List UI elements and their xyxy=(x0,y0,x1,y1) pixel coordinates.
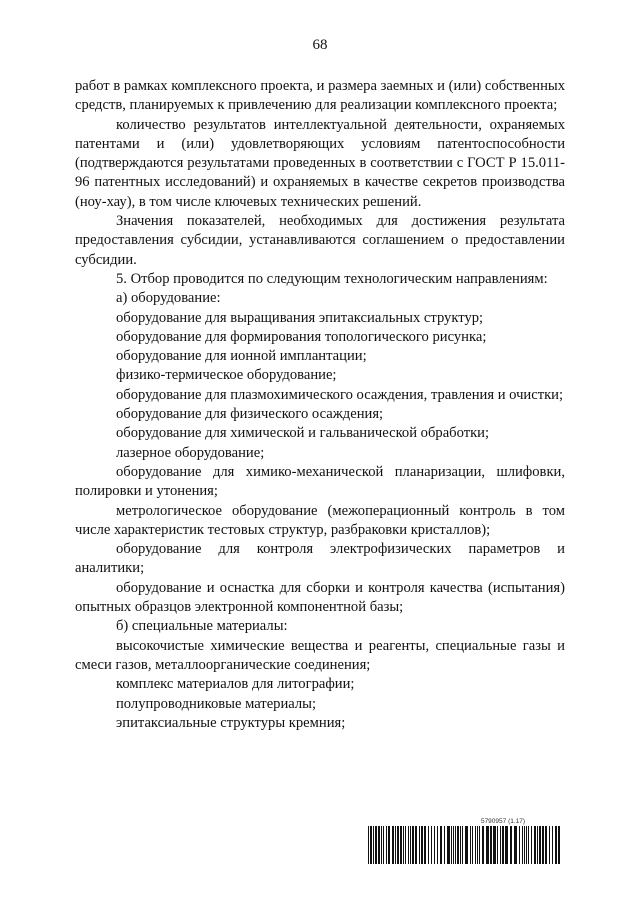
barcode-bar xyxy=(486,826,489,864)
barcode-bar xyxy=(457,826,459,864)
barcode-bar xyxy=(447,826,450,864)
barcode-bar xyxy=(528,826,529,864)
barcode-bar xyxy=(412,826,414,864)
paragraph: а) оборудование: xyxy=(116,290,221,307)
barcode-bar xyxy=(524,826,525,864)
barcode-bar xyxy=(373,826,374,864)
barcode-bar xyxy=(542,826,544,864)
barcode-bar xyxy=(522,826,523,864)
barcode-bar xyxy=(392,826,394,864)
barcode-bar xyxy=(510,826,512,864)
paragraph: работ в рамках комплексного проекта, и размера заемных и (или) собственных средств, планируемых к привлечению для реализации комплексного проекта; xyxy=(75,78,565,114)
list-item: оборудование для химической и гальванической обработки; xyxy=(116,425,490,442)
barcode-bar xyxy=(455,826,456,864)
barcode-bar xyxy=(428,826,429,864)
barcode-bar xyxy=(555,826,557,864)
barcode-bar xyxy=(434,826,435,864)
barcode-bar xyxy=(386,826,387,864)
list-item: оборудование для формирования топологического рисунка; xyxy=(116,328,487,345)
paragraph: 5. Отбор проводится по следующим технологическим направлениям: xyxy=(116,270,548,287)
barcode-bar xyxy=(424,826,426,864)
list-item: оборудование для химико-механической планаризации, шлифовки, полировки и утонения; xyxy=(75,463,565,500)
barcode-bar xyxy=(395,826,396,864)
barcode-bar xyxy=(545,826,547,864)
barcode-bar xyxy=(502,826,504,864)
barcode-bar xyxy=(440,826,442,864)
barcode-bar xyxy=(526,826,527,864)
barcode-bar xyxy=(400,826,402,864)
list-item: оборудование для контроля электрофизических параметров и аналитики; xyxy=(75,541,565,577)
barcode-bar xyxy=(470,826,471,864)
barcode-icon xyxy=(368,826,562,864)
page-number: 68 xyxy=(312,37,328,53)
barcode-bar xyxy=(477,826,478,864)
barcode-bar xyxy=(482,826,484,864)
barcode-bar xyxy=(431,826,432,864)
barcode-bar xyxy=(410,826,411,864)
paragraph: б) специальные материалы: xyxy=(116,618,288,635)
barcode-bar xyxy=(405,826,406,864)
barcode-bar xyxy=(460,826,461,864)
barcode-bar xyxy=(552,826,553,864)
barcode-bar xyxy=(514,826,517,864)
barcode-bar xyxy=(479,826,480,864)
barcode-bar xyxy=(472,826,473,864)
barcode-bar xyxy=(419,826,420,864)
barcode-bar xyxy=(453,826,454,864)
barcode-bar xyxy=(408,826,409,864)
barcode-bar xyxy=(368,826,369,864)
barcode-bar xyxy=(451,826,452,864)
barcode-bar xyxy=(421,826,423,864)
list-item: лазерное оборудование; xyxy=(116,444,265,461)
barcode-bar xyxy=(534,826,536,864)
barcode-bar xyxy=(381,826,382,864)
list-item: высокочистые химические вещества и реагенты, специальные газы и смеси газов, металлоорганические соединения; xyxy=(75,637,565,673)
barcode-bar xyxy=(403,826,404,864)
barcode-bar xyxy=(519,826,520,864)
barcode-bar xyxy=(383,826,384,864)
barcode-bar xyxy=(531,826,532,864)
barcode-bar xyxy=(437,826,438,864)
barcode-bar xyxy=(500,826,501,864)
barcode-bar xyxy=(397,826,399,864)
barcode-bar xyxy=(493,826,496,864)
list-item: физико-термическое оборудование; xyxy=(116,367,337,384)
list-item: метрологическое оборудование (межоперационный контроль в том числе характеристик тестовых структур, разбраковки кристаллов); xyxy=(75,502,565,538)
barcode-bar xyxy=(497,826,498,864)
barcode-bar xyxy=(465,826,468,864)
list-item: оборудование и оснастка для сборки и контроля качества (испытания) опытных образцов электронной компонентной базы; xyxy=(75,579,565,616)
paragraph: Значения показателей, необходимых для достижения результата предоставления субсидии, устанавливаются соглашением о предоставлении субсидии. xyxy=(75,213,565,268)
barcode-bar xyxy=(375,826,377,864)
barcode-bar xyxy=(558,826,560,864)
list-item: комплекс материалов для литографии; xyxy=(116,676,355,693)
barcode-bar xyxy=(539,826,541,864)
barcode-bar xyxy=(444,826,445,864)
barcode-bar xyxy=(490,826,492,864)
list-item: полупроводниковые материалы; xyxy=(116,695,317,712)
list-item: оборудование для физического осаждения; xyxy=(116,406,384,423)
list-item: эпитаксиальные структуры кремния; xyxy=(116,714,346,731)
document-body xyxy=(75,77,565,733)
list-item: оборудование для выращивания эпитаксиальных структур; xyxy=(116,309,484,326)
barcode-bar xyxy=(370,826,372,864)
barcode-bar xyxy=(388,826,390,864)
document-code: 5790957 (1.17) xyxy=(480,818,526,825)
barcode-bar xyxy=(549,826,550,864)
barcode-bar xyxy=(462,826,463,864)
barcode-bar xyxy=(475,826,476,864)
barcode-bar xyxy=(537,826,538,864)
list-item: оборудование для ионной имплантации; xyxy=(116,348,367,365)
paragraph: количество результатов интеллектуальной деятельности, охраняемых патентами и (или) удовлетворяющих условиям патентоспособности (подтверждаются результатами проведенных в соответствии с ГОСТ Р 15.011-96 патентных исследований) и охраняемых в качестве секретов производства (ноу-хау), в том числе ключевых технических решений. xyxy=(75,116,565,210)
barcode-bar xyxy=(505,826,508,864)
barcode-bar xyxy=(378,826,380,864)
list-item: оборудование для плазмохимического осаждения, травления и очистки; xyxy=(116,386,564,403)
barcode-bar xyxy=(415,826,417,864)
